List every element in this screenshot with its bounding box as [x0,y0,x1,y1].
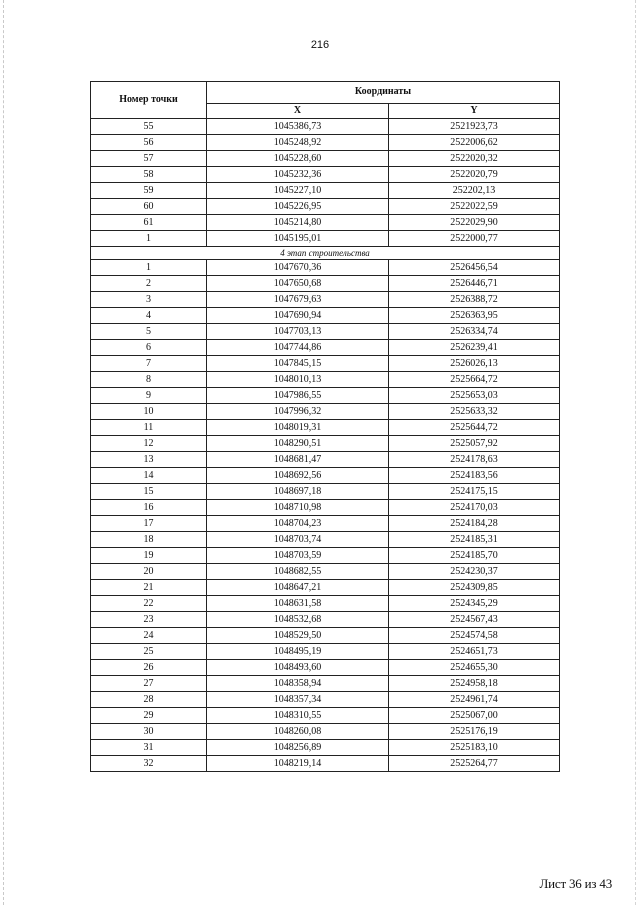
point-number-cell: 59 [91,183,207,199]
point-number-cell: 15 [91,484,207,500]
table-row [91,484,560,500]
x-coordinate-cell: 1048692,56 [207,468,389,484]
table-row [91,167,560,183]
x-coordinate-cell: 1048219,14 [207,756,389,772]
table-row [91,580,560,596]
table-row [91,708,560,724]
point-number-cell: 32 [91,756,207,772]
rows-before-stage [91,119,560,247]
y-coordinate-cell: 2526026,13 [389,356,560,372]
point-number-cell: 16 [91,500,207,516]
table-row [91,548,560,564]
table-row [91,404,560,420]
point-number-cell: 17 [91,516,207,532]
y-coordinate-cell: 2526334,74 [389,324,560,340]
table-row [91,676,560,692]
x-coordinate-cell: 1048697,18 [207,484,389,500]
x-coordinate-cell: 1048290,51 [207,436,389,452]
table-row [91,436,560,452]
point-number-cell: 19 [91,548,207,564]
table-row [91,231,560,247]
x-coordinate-cell: 1048681,47 [207,452,389,468]
x-coordinate-cell: 1047650,68 [207,276,389,292]
point-number-cell: 14 [91,468,207,484]
x-coordinate-cell: 1047690,94 [207,308,389,324]
point-number-cell: 26 [91,660,207,676]
y-coordinate-cell: 2524185,31 [389,532,560,548]
x-coordinate-cell: 1048647,21 [207,580,389,596]
header-point-number: Номер точки [91,82,207,119]
x-coordinate-cell: 1045228,60 [207,151,389,167]
x-coordinate-cell: 1048495,19 [207,644,389,660]
table-row [91,740,560,756]
point-number-cell: 57 [91,151,207,167]
y-coordinate-cell: 2526239,41 [389,340,560,356]
y-coordinate-cell: 2524178,63 [389,452,560,468]
table-row [91,276,560,292]
point-number-cell: 24 [91,628,207,644]
coordinates-table [90,81,560,772]
x-coordinate-cell: 1047996,32 [207,404,389,420]
point-number-cell: 56 [91,135,207,151]
y-coordinate-cell: 2524184,28 [389,516,560,532]
x-coordinate-cell: 1048682,55 [207,564,389,580]
y-coordinate-cell: 2524309,85 [389,580,560,596]
x-coordinate-cell: 1045227,10 [207,183,389,199]
point-number-cell: 1 [91,231,207,247]
table-row [91,724,560,740]
y-coordinate-cell: 2524183,56 [389,468,560,484]
y-coordinate-cell: 2524567,43 [389,612,560,628]
y-coordinate-cell: 2526456,54 [389,260,560,276]
point-number-cell: 25 [91,644,207,660]
point-number-cell: 31 [91,740,207,756]
point-number-cell: 58 [91,167,207,183]
x-coordinate-cell: 1048358,94 [207,676,389,692]
y-coordinate-cell: 2524961,74 [389,692,560,708]
x-coordinate-cell: 1048532,68 [207,612,389,628]
table-row [91,372,560,388]
x-coordinate-cell: 1047986,55 [207,388,389,404]
y-coordinate-cell: 252202,13 [389,183,560,199]
y-coordinate-cell: 2521923,73 [389,119,560,135]
y-coordinate-cell: 2524230,37 [389,564,560,580]
stage-label: 4 этап строительства [91,247,560,260]
y-coordinate-cell: 2525067,00 [389,708,560,724]
sheet-counter: Лист 36 из 43 [539,876,612,891]
y-coordinate-cell: 2524345,29 [389,596,560,612]
header-y: Y [389,103,560,118]
table-row [91,215,560,231]
y-coordinate-cell: 2526388,72 [389,292,560,308]
table-row [91,628,560,644]
point-number-cell: 22 [91,596,207,612]
y-coordinate-cell: 2525653,03 [389,388,560,404]
x-coordinate-cell: 1048010,13 [207,372,389,388]
y-coordinate-cell: 2524175,15 [389,484,560,500]
point-number-cell: 12 [91,436,207,452]
y-coordinate-cell: 2522020,79 [389,167,560,183]
y-coordinate-cell: 2525176,19 [389,724,560,740]
table-row [91,308,560,324]
y-coordinate-cell: 2524185,70 [389,548,560,564]
y-coordinate-cell: 2522029,90 [389,215,560,231]
y-coordinate-cell: 2522000,77 [389,231,560,247]
table-row [91,183,560,199]
x-coordinate-cell: 1048704,23 [207,516,389,532]
point-number-cell: 7 [91,356,207,372]
header-coordinates: Координаты [207,82,560,104]
x-coordinate-cell: 1048019,31 [207,420,389,436]
table-row [91,660,560,676]
point-number-cell: 10 [91,404,207,420]
point-number-cell: 21 [91,580,207,596]
point-number-cell: 6 [91,340,207,356]
x-coordinate-cell: 1048310,55 [207,708,389,724]
y-coordinate-cell: 2522006,62 [389,135,560,151]
point-number-cell: 28 [91,692,207,708]
x-coordinate-cell: 1047845,15 [207,356,389,372]
y-coordinate-cell: 2525644,72 [389,420,560,436]
header-x: X [207,103,389,118]
y-coordinate-cell: 2526363,95 [389,308,560,324]
point-number-cell: 29 [91,708,207,724]
point-number-cell: 5 [91,324,207,340]
point-number-cell: 9 [91,388,207,404]
point-number-cell: 61 [91,215,207,231]
point-number-cell: 2 [91,276,207,292]
point-number-cell: 27 [91,676,207,692]
scan-edge-left [3,0,5,905]
rows-after-stage [91,260,560,772]
x-coordinate-cell: 1047679,63 [207,292,389,308]
table-row [91,151,560,167]
x-coordinate-cell: 1047703,13 [207,324,389,340]
point-number-cell: 18 [91,532,207,548]
table-row [91,420,560,436]
table-row [91,199,560,215]
point-number-cell: 3 [91,292,207,308]
stage-section [91,247,560,260]
point-number-cell: 55 [91,119,207,135]
y-coordinate-cell: 2524655,30 [389,660,560,676]
page-number: 216 [310,39,330,51]
y-coordinate-cell: 2525183,10 [389,740,560,756]
x-coordinate-cell: 1047744,86 [207,340,389,356]
x-coordinate-cell: 1048703,59 [207,548,389,564]
point-number-cell: 20 [91,564,207,580]
x-coordinate-cell: 1048256,89 [207,740,389,756]
y-coordinate-cell: 2525057,92 [389,436,560,452]
y-coordinate-cell: 2522020,32 [389,151,560,167]
table-row [91,596,560,612]
table-row [91,260,560,276]
table-row [91,135,560,151]
x-coordinate-cell: 1048493,60 [207,660,389,676]
y-coordinate-cell: 2524574,58 [389,628,560,644]
point-number-cell: 11 [91,420,207,436]
x-coordinate-cell: 1048631,58 [207,596,389,612]
y-coordinate-cell: 2525633,32 [389,404,560,420]
x-coordinate-cell: 1045195,01 [207,231,389,247]
x-coordinate-cell: 1048260,08 [207,724,389,740]
point-number-cell: 60 [91,199,207,215]
y-coordinate-cell: 2524958,18 [389,676,560,692]
point-number-cell: 30 [91,724,207,740]
scan-edge-right [635,0,637,905]
table-row [91,119,560,135]
table-row [91,388,560,404]
point-number-cell: 8 [91,372,207,388]
y-coordinate-cell: 2526446,71 [389,276,560,292]
y-coordinate-cell: 2525664,72 [389,372,560,388]
point-number-cell: 13 [91,452,207,468]
x-coordinate-cell: 1048710,98 [207,500,389,516]
table-row [91,324,560,340]
x-coordinate-cell: 1045214,80 [207,215,389,231]
y-coordinate-cell: 2524651,73 [389,644,560,660]
table-row [91,500,560,516]
y-coordinate-cell: 2524170,03 [389,500,560,516]
x-coordinate-cell: 1048357,34 [207,692,389,708]
table-row [91,532,560,548]
table-row [91,644,560,660]
y-coordinate-cell: 2522022,59 [389,199,560,215]
y-coordinate-cell: 2525264,77 [389,756,560,772]
x-coordinate-cell: 1047670,36 [207,260,389,276]
table-row [91,356,560,372]
point-number-cell: 4 [91,308,207,324]
table-row [91,756,560,772]
point-number-cell: 23 [91,612,207,628]
table-row [91,468,560,484]
x-coordinate-cell: 1045248,92 [207,135,389,151]
point-number-cell: 1 [91,260,207,276]
table-row [91,612,560,628]
x-coordinate-cell: 1048703,74 [207,532,389,548]
table-row [91,452,560,468]
table-row [91,292,560,308]
x-coordinate-cell: 1045232,36 [207,167,389,183]
table-row [91,516,560,532]
table-row [91,564,560,580]
table-row [91,340,560,356]
x-coordinate-cell: 1048529,50 [207,628,389,644]
x-coordinate-cell: 1045226,95 [207,199,389,215]
table-row [91,692,560,708]
x-coordinate-cell: 1045386,73 [207,119,389,135]
